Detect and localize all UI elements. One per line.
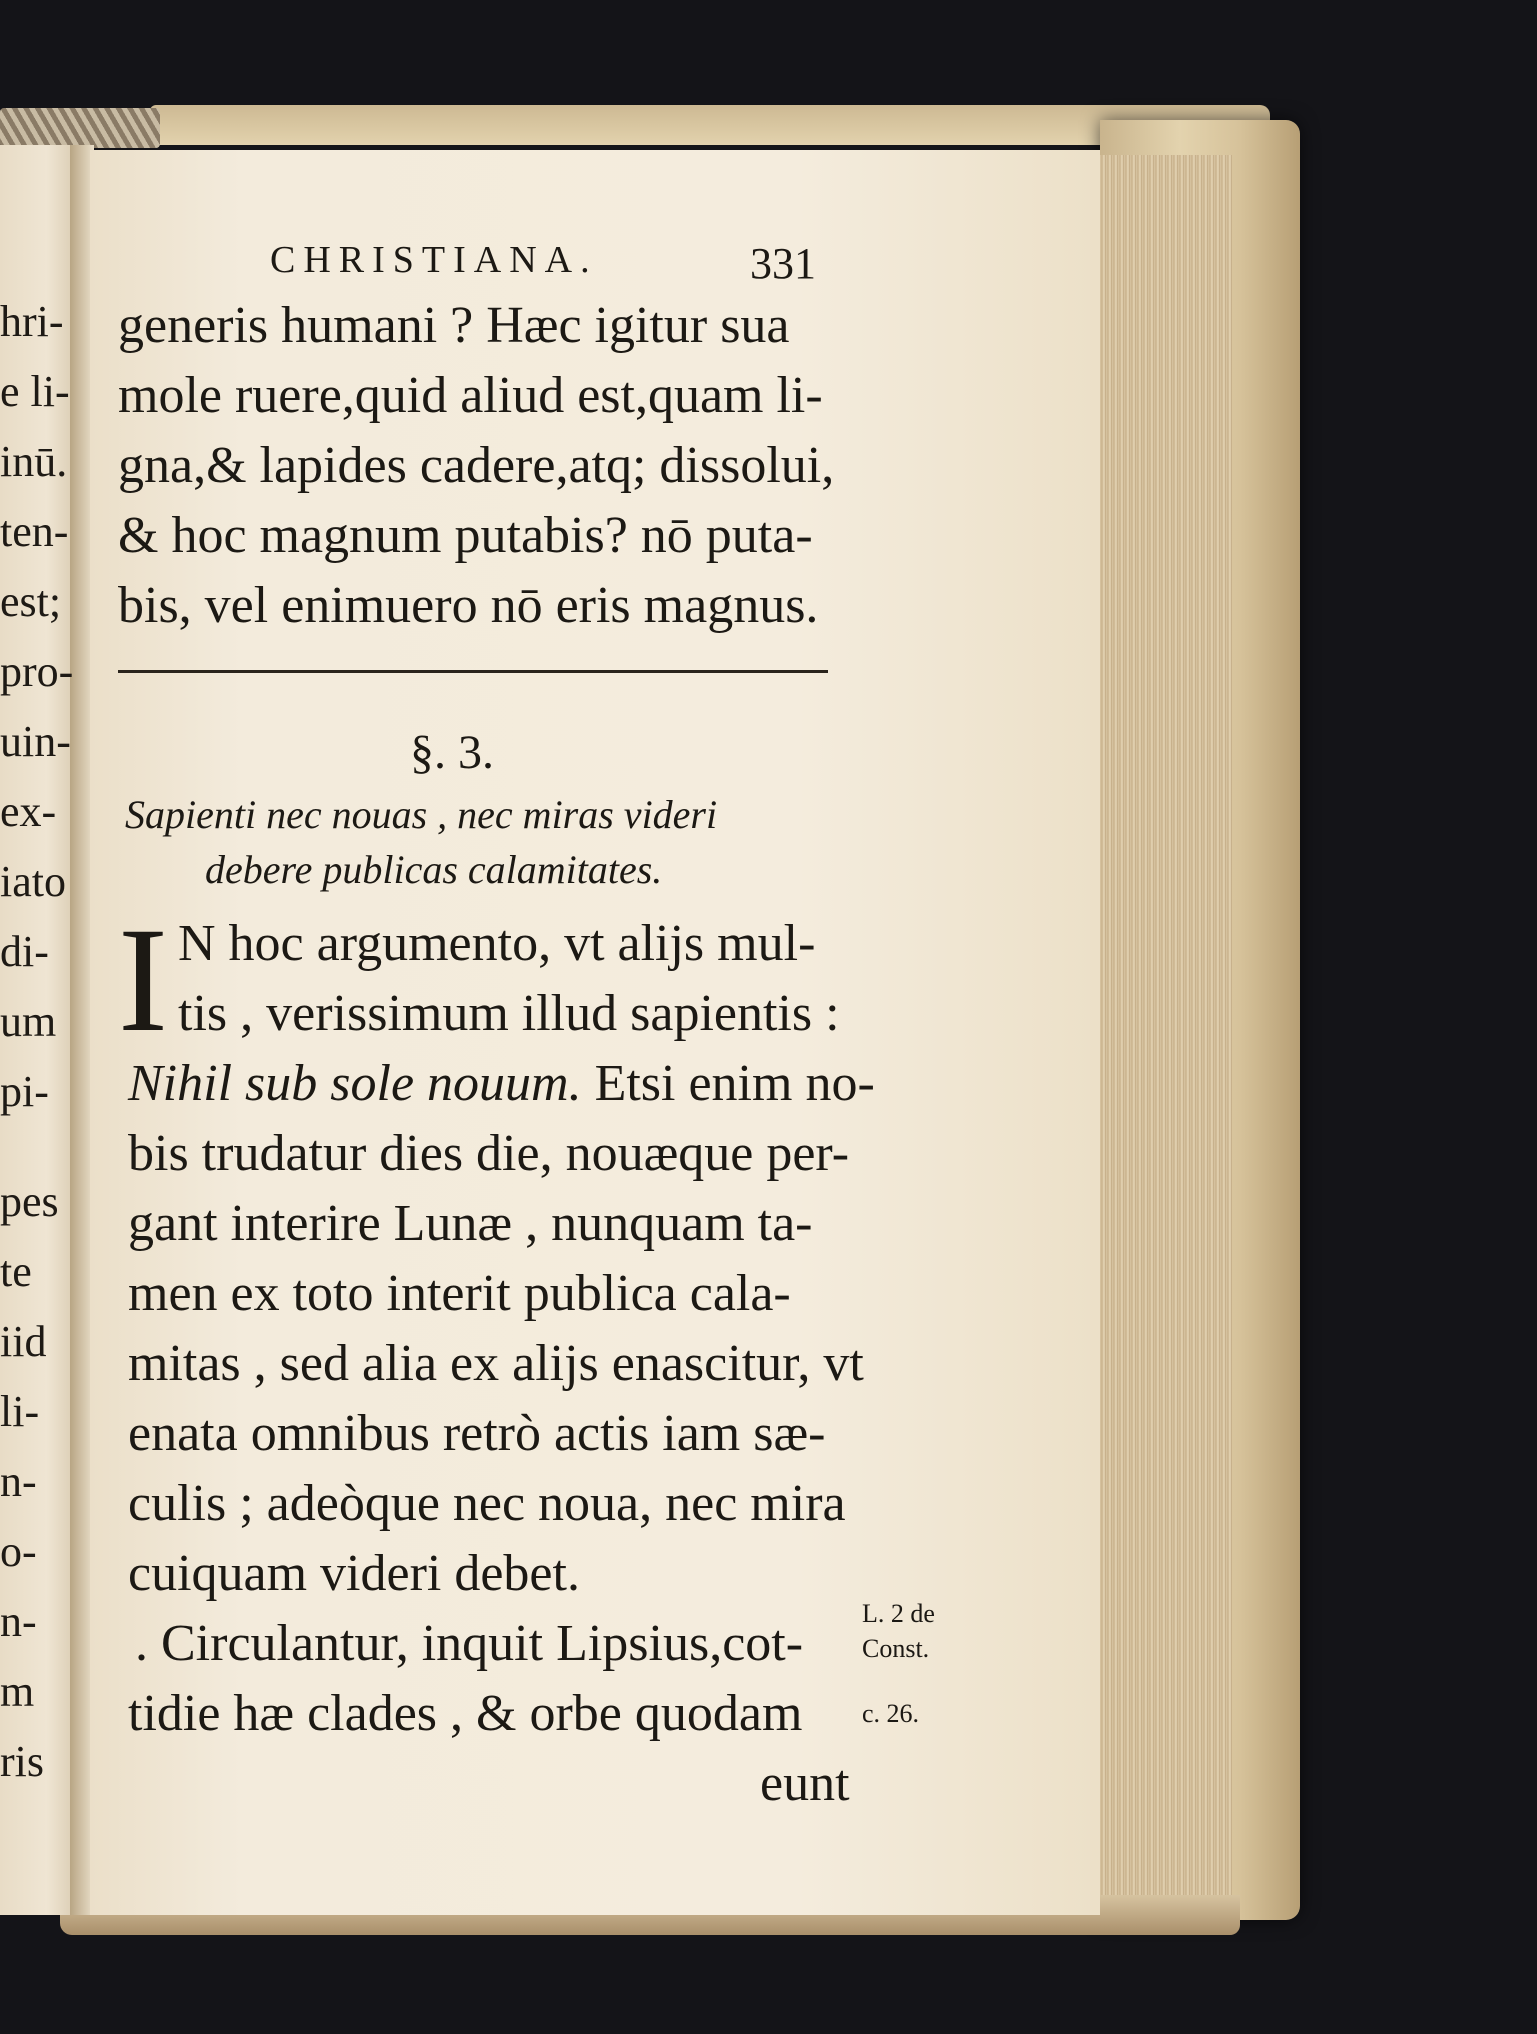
text-line: enata omnibus retrò actis iam sæ- <box>128 1405 826 1462</box>
left-page-fragment: pi- <box>0 1067 49 1116</box>
text-line: tidie hæ clades , & orbe quodam <box>128 1685 803 1742</box>
text-line: . Circulantur, inquit Lipsius,cot- <box>135 1615 804 1672</box>
left-page-fragment: o- <box>0 1527 37 1576</box>
left-page-fragment: di- <box>0 927 49 976</box>
section-subtitle: debere publicas calamitates. <box>205 847 663 892</box>
text-line: & hoc magnum putabis? nō puta- <box>118 507 813 564</box>
left-page-fragment: hri- <box>0 297 64 346</box>
left-page-fragment: li- <box>0 1387 40 1436</box>
margin-note-line: Const. <box>862 1634 930 1663</box>
left-page-fragment: ris <box>0 1737 44 1786</box>
running-title: CHRISTIANA. <box>270 239 598 281</box>
left-page-fragment: m <box>0 1667 35 1716</box>
left-page-fragment: n- <box>0 1597 37 1646</box>
left-page-fragment: n- <box>0 1457 37 1506</box>
text-line: mole ruere,quid aliud est,quam li- <box>118 367 823 424</box>
left-page-fragment: est; <box>0 577 62 626</box>
left-page-fragment: pes <box>0 1177 59 1226</box>
catchword: eunt <box>760 1755 850 1812</box>
left-page-fragment: iid <box>0 1317 47 1366</box>
page-edges <box>1098 155 1232 1910</box>
margin-note-line: L. 2 de <box>862 1599 935 1628</box>
text-line: men ex toto interit publica cala- <box>128 1265 791 1322</box>
section-subtitle: Sapienti nec nouas , nec miras videri <box>125 792 718 837</box>
left-page-fragment: pro- <box>0 647 74 696</box>
left-page-fragment: uin- <box>0 717 71 766</box>
text-line: tis , verissimum illud sapientis : <box>178 985 840 1042</box>
text-line: mitas , sed alia ex alijs enascitur, vt <box>128 1335 864 1392</box>
drop-cap: I <box>118 897 168 1063</box>
text-line: bis trudatur dies die, nouæque per- <box>128 1125 850 1182</box>
text-line: gna,& lapides cadere,atq; dissolui, <box>118 437 835 494</box>
text-line: gant interire Lunæ , nunquam ta- <box>128 1195 813 1252</box>
text-line: generis humani ? Hæc igitur sua <box>118 297 790 354</box>
text-line: cuiquam videri debet. <box>128 1545 580 1602</box>
text-line: culis ; adeòque nec noua, nec mira <box>128 1475 846 1532</box>
left-page-fragment: ex- <box>0 787 57 836</box>
margin-note-line: c. 26. <box>862 1699 920 1728</box>
left-page-fragment: te <box>0 1247 32 1296</box>
horizontal-rule <box>118 670 828 673</box>
text-span: Etsi enim no- <box>581 1055 875 1112</box>
page-number: 331 <box>750 239 816 288</box>
left-page-fragment: ten- <box>0 507 69 556</box>
text-line: bis, vel enimuero nō eris magnus. <box>118 577 819 634</box>
text-line: N hoc argumento, vt alijs mul- <box>178 915 816 972</box>
left-page-fragment: e li- <box>0 367 70 416</box>
headband <box>0 108 160 148</box>
italic-quote: Nihil sub sole nouum. <box>128 1055 582 1112</box>
left-page-fragment: iato <box>0 857 66 906</box>
section-mark: §. 3. <box>410 726 494 779</box>
left-page-fragment: um <box>0 997 57 1046</box>
left-page-fragment: inū. <box>0 437 68 486</box>
text-line <box>128 1055 875 1112</box>
